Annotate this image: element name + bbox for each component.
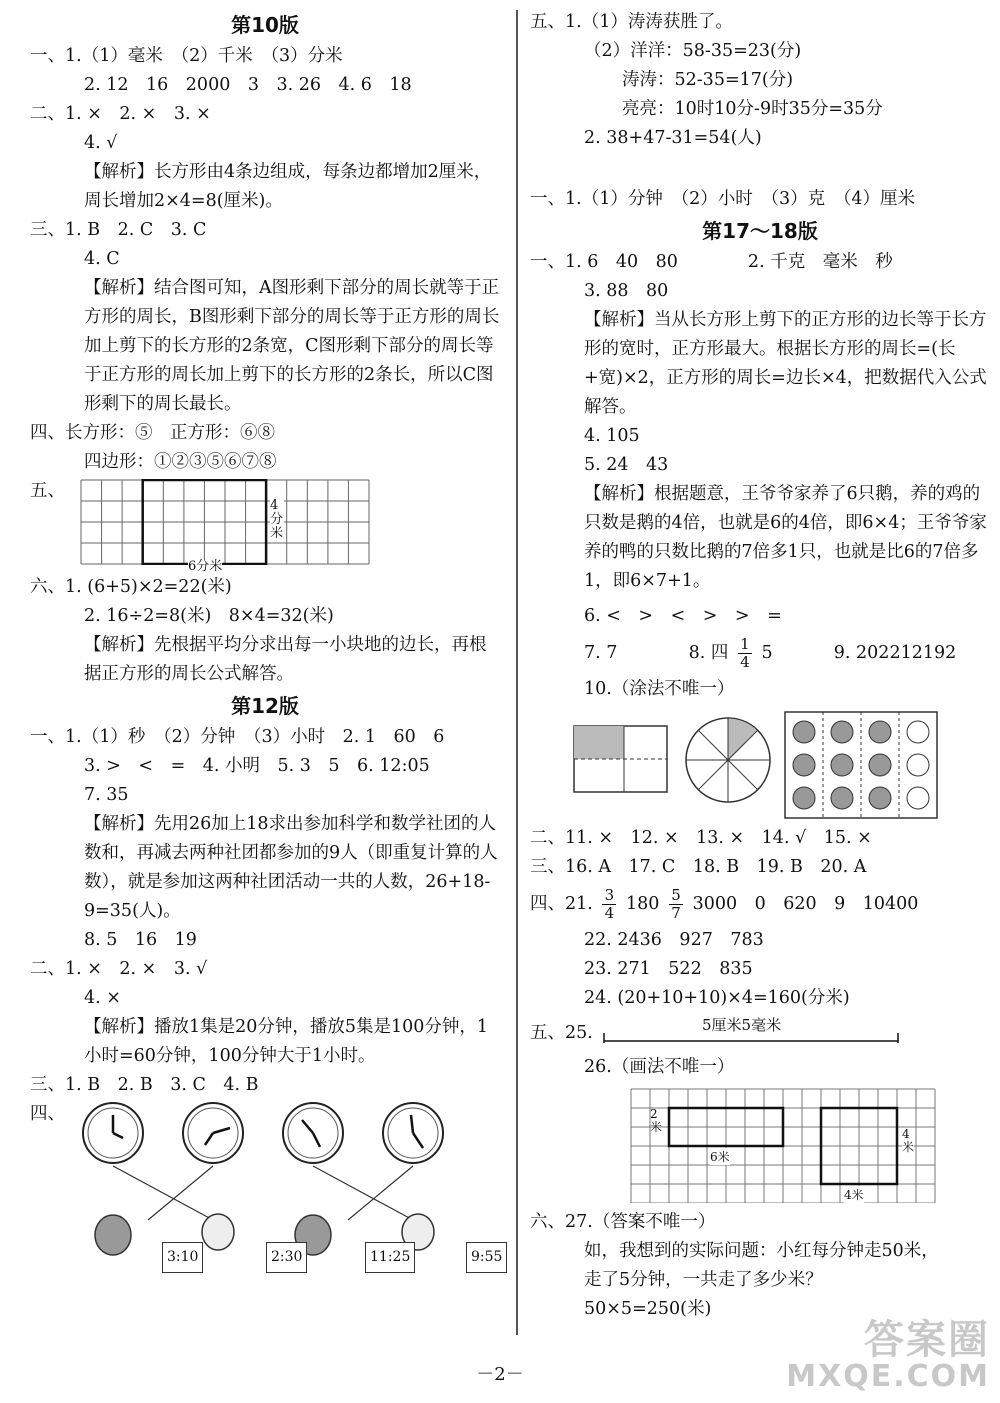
answer-line: 三、1. B 2. B 3. C 4. B bbox=[30, 1075, 259, 1095]
section-label: 四、 bbox=[30, 1104, 65, 1124]
answer-line: 一、1. 6 40 80 2. 千克 毫米 秒 bbox=[530, 252, 893, 272]
section-title-v10: 第10版 bbox=[231, 13, 299, 37]
explanation: 【解析】根据题意，王爷爷家养了6只鹅，养的鸡的只数是鹅的4倍，也就是6的4倍，即6×4；王爷爷家养的鸭的只数比鹅的7倍多1只，也就是比6的7倍多1，即6×7+1。 bbox=[584, 484, 987, 591]
grid-label: 4米 bbox=[844, 1188, 864, 1202]
bee-icon bbox=[95, 1215, 131, 1255]
watermark-bottom: MXQE.COM bbox=[786, 1359, 990, 1394]
answer-line: 6. < > < > > = bbox=[584, 606, 782, 626]
answer-line: 50×5=250(米) bbox=[584, 1299, 712, 1319]
column-divider bbox=[516, 10, 518, 1335]
answer-7: 7. 7 bbox=[584, 643, 618, 663]
answer-line: 22. 2436 927 783 bbox=[584, 930, 764, 950]
answer-line-fraction: 四、21. $\frac{3}{4}$ 180 $\frac{5}{7}$ 3000 0 620 9 10400 bbox=[530, 886, 919, 922]
answer-line: 三、1. B 2. C 3. C bbox=[30, 220, 207, 240]
left-column bbox=[30, 8, 503, 1280]
segment-line bbox=[602, 1031, 902, 1045]
time-label: 3:10 bbox=[162, 1242, 203, 1273]
answer-line: 24. (20+10+10)×4=160(分米) bbox=[584, 988, 850, 1008]
answer-line: 涛涛：52-35=17(分) bbox=[622, 70, 794, 90]
time-label: 2:30 bbox=[266, 1242, 307, 1273]
answer-line: 走了5分钟，一共走了多少米？ bbox=[584, 1270, 823, 1290]
answer-line: 四、长方形：⑤ 正方形：⑥⑧ bbox=[30, 423, 275, 443]
drawing-grid bbox=[530, 1082, 990, 1208]
fraction: $\frac{3}{4}$ bbox=[602, 887, 616, 922]
explanation: 【解析】结合图可知，A图形剩下部分的周长就等于正方形的周长，B图形剩下部分的周长等于正方形的周长加上剪下的长方形的2条宽，C图形剩下部分的周长等于正方形的周长加上剪下的长方形的2条长，所以C图形剩下的周长最长。 bbox=[84, 278, 500, 414]
answer-9: 9. 202212192 bbox=[833, 643, 957, 663]
rabbit-icon bbox=[202, 1214, 234, 1250]
answer-8-post: 5 bbox=[761, 643, 773, 663]
answer-line: 5. 24 43 bbox=[584, 455, 669, 475]
page-number: －2－ bbox=[476, 1364, 524, 1385]
answer-line: 4. × bbox=[84, 988, 121, 1008]
shading-svg bbox=[572, 710, 982, 820]
grid-figure bbox=[80, 479, 372, 565]
section-label: 五、 bbox=[30, 481, 65, 501]
grid-width-label: 6分米 bbox=[188, 559, 223, 574]
answer-line: 2. 38+47-31=54(人) bbox=[584, 128, 762, 148]
grid-label: 4米 bbox=[902, 1127, 915, 1154]
grid-label: 6米 bbox=[710, 1150, 730, 1164]
grid-answer bbox=[30, 477, 500, 573]
fraction: $\frac{1}{4}$ bbox=[738, 636, 752, 671]
answer-line: 2. 12 16 2000 3 3. 26 4. 6 18 bbox=[84, 75, 412, 95]
answer-line: 2. 16÷2=8(米) 8×4=32(米) bbox=[84, 606, 334, 626]
time-label: 11:25 bbox=[365, 1242, 415, 1273]
answer-line-fraction bbox=[530, 631, 990, 675]
answer-line: 二、11. × 12. × 13. × 14. √ 15. × bbox=[530, 828, 872, 848]
answer-line: 一、1.（1）分钟 （2）小时 （3）克 （4）厘米 bbox=[530, 189, 915, 209]
answer-line: （2）洋洋：58-35=23(分) bbox=[584, 41, 802, 61]
answer-line: 8. 5 16 19 bbox=[84, 930, 197, 950]
answer-line: 三、16. A 17. C 18. B 19. B 20. A bbox=[530, 857, 867, 877]
clock-matching bbox=[30, 1100, 503, 1280]
answer-line: 4. 105 bbox=[584, 426, 640, 446]
answer-line: 六、1. (6+5)×2=22(米) bbox=[30, 577, 232, 597]
answer-line: 3. 88 80 bbox=[584, 281, 669, 301]
explanation: 【解析】长方形由4条边组成，每条边都增加2厘米，周长增加2×4=8(厘米)。 bbox=[84, 162, 492, 211]
grid-height-label: 4分米 bbox=[270, 498, 284, 541]
explanation: 【解析】当从长方形上剪下的正方形的边长等于长方形的宽时，正方形最大。根据长方形的周长=(长+宽)×2，正方形的周长=边长×4，把数据代入公式解答。 bbox=[584, 310, 987, 417]
section-title-v12: 第12版 bbox=[231, 694, 299, 718]
grid-label: 2米 bbox=[650, 1107, 663, 1134]
shading-figures bbox=[530, 704, 990, 824]
segment-answer: 五、25. 5厘米5毫米 bbox=[530, 1013, 990, 1053]
answer-line: 7. 35 bbox=[84, 785, 129, 805]
answer-line: 四边形：①②③⑤⑥⑦⑧ bbox=[84, 452, 277, 472]
explanation: 【解析】先根据平均分求出每一小块地的边长，再根据正方形的周长公式解答。 bbox=[84, 635, 487, 684]
answer-line: 二、1. × 2. × 3. √ bbox=[30, 959, 208, 979]
answer-line: 10.（涂法不唯一） bbox=[584, 679, 735, 699]
section-title-v17-18: 第17～18版 bbox=[702, 219, 818, 243]
answer-line: 五、1.（1）涛涛获胜了。 bbox=[530, 12, 733, 32]
answer-line: 二、1. × 2. × 3. × bbox=[30, 104, 211, 124]
answer-line: 26.（画法不唯一） bbox=[584, 1057, 735, 1077]
grid-figure bbox=[630, 1088, 940, 1203]
answer-line: 六、27.（答案不唯一） bbox=[530, 1212, 716, 1232]
answer-line: 如，我想到的实际问题：小红每分钟走50米， bbox=[584, 1241, 939, 1261]
answer-line: 3. > < = 4. 小明 5. 3 5 6. 12:05 bbox=[84, 756, 430, 776]
explanation: 【解析】播放1集是20分钟，播放5集是100分钟，1小时=60分钟，100分钟大于1小时。 bbox=[84, 1017, 489, 1066]
answer-line: 一、1.（1）毫米 （2）千米 （3）分米 bbox=[30, 46, 343, 66]
answer-line: 4. C bbox=[84, 249, 120, 269]
answer-8: 8. 四 bbox=[688, 643, 729, 663]
segment-label: 5厘米5毫米 bbox=[702, 1016, 782, 1034]
fraction: $\frac{5}{7}$ bbox=[669, 887, 683, 922]
explanation: 【解析】先用26加上18求出参加科学和数学社团的人数和，再减去两种社团都参加的9人（即重复计算的人数），就是参加这两种社团活动一共的人数，26+18-9=35(人)。 bbox=[84, 814, 498, 921]
answer-line: 亮亮：10时10分-9时35分=35分 bbox=[622, 99, 883, 119]
answer-line: 4. √ bbox=[84, 133, 118, 153]
right-column bbox=[530, 8, 990, 1324]
watermark-top: 答案圈 bbox=[864, 1317, 990, 1363]
time-label: 9:55 bbox=[466, 1242, 507, 1273]
answer-line: 一、1.（1）秒 （2）分钟 （3）小时 2. 1 60 6 bbox=[30, 727, 445, 747]
answer-line: 23. 271 522 835 bbox=[584, 959, 753, 979]
watermark bbox=[786, 1319, 990, 1393]
